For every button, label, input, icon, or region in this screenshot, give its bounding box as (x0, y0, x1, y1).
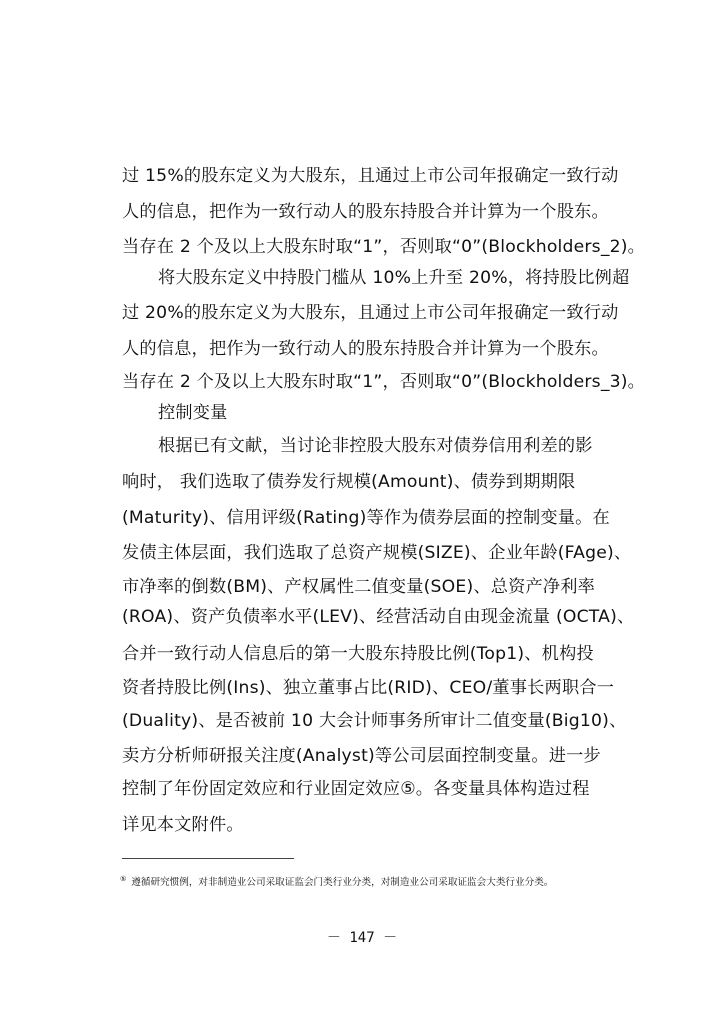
footnote-divider (122, 858, 294, 859)
body-line: 发债主体层面，我们选取了总资产规模(SIZE)、企业年龄(FAge)、 (122, 543, 632, 563)
body-line: 资者持股比例(Ins)、独立董事占比(RID)、CEO/董事长两职合一 (122, 678, 615, 698)
footnote-text: 遵循研究惯例，对非制造业公司采取证监会门类行业分类，对制造业公司采取证监会大类行业分类。 (131, 877, 554, 888)
body-line: 过 15%的股东定义为大股东，且通过上市公司年报确定一致行动 (122, 166, 619, 186)
page-number: － 147 － (326, 930, 398, 946)
footnote (120, 872, 553, 890)
body-line: 合并一致行动人信息后的第一大股东持股比例(Top1)、机构投 (122, 644, 594, 664)
body-line: 人的信息，把作为一致行动人的股东持股合并计算为一个股东。 (122, 339, 609, 359)
body-line: 当存在 2 个及以上大股东时取“1”，否则取“0”(Blockholders_2)。 (122, 237, 646, 257)
body-line: (ROA)、资产负债率水平(LEV)、经营活动自由现金流量 (OCTA)、 (122, 607, 635, 627)
body-line: 详见本文附件。 (122, 815, 244, 835)
section-heading: 控制变量 (158, 403, 228, 423)
body-line: 当存在 2 个及以上大股东时取“1”，否则取“0”(Blockholders_3)。 (122, 372, 646, 392)
body-line: 过 20%的股东定义为大股东，且通过上市公司年报确定一致行动 (122, 303, 619, 323)
body-line: (Maturity)、信用评级(Rating)等作为债券层面的控制变量。在 (122, 508, 610, 528)
footnote-marker: ⑤ (120, 875, 127, 883)
body-line: 卖方分析师研报关注度(Analyst)等公司层面控制变量。进一步 (122, 746, 601, 766)
body-line: 控制了年份固定效应和行业固定效应⑤。各变量具体构造过程 (122, 779, 590, 799)
body-line: (Duality)、是否被前 10 大会计师事务所审计二值变量(Big10)、 (122, 711, 627, 731)
body-line: 将大股东定义中持股门槛从 10%上升至 20%，将持股比例超 (158, 268, 630, 288)
body-line: 人的信息，把作为一致行动人的股东持股合并计算为一个股东。 (122, 202, 609, 222)
body-line: 根据已有文献，当讨论非控股大股东对债券信用利差的影 (158, 436, 593, 456)
body-line: 市净率的倒数(BM)、产权属性二值变量(SOE)、总资产净利率 (122, 577, 596, 597)
body-line: 响时， 我们选取了债券发行规模(Amount)、债券到期期限 (122, 472, 576, 492)
